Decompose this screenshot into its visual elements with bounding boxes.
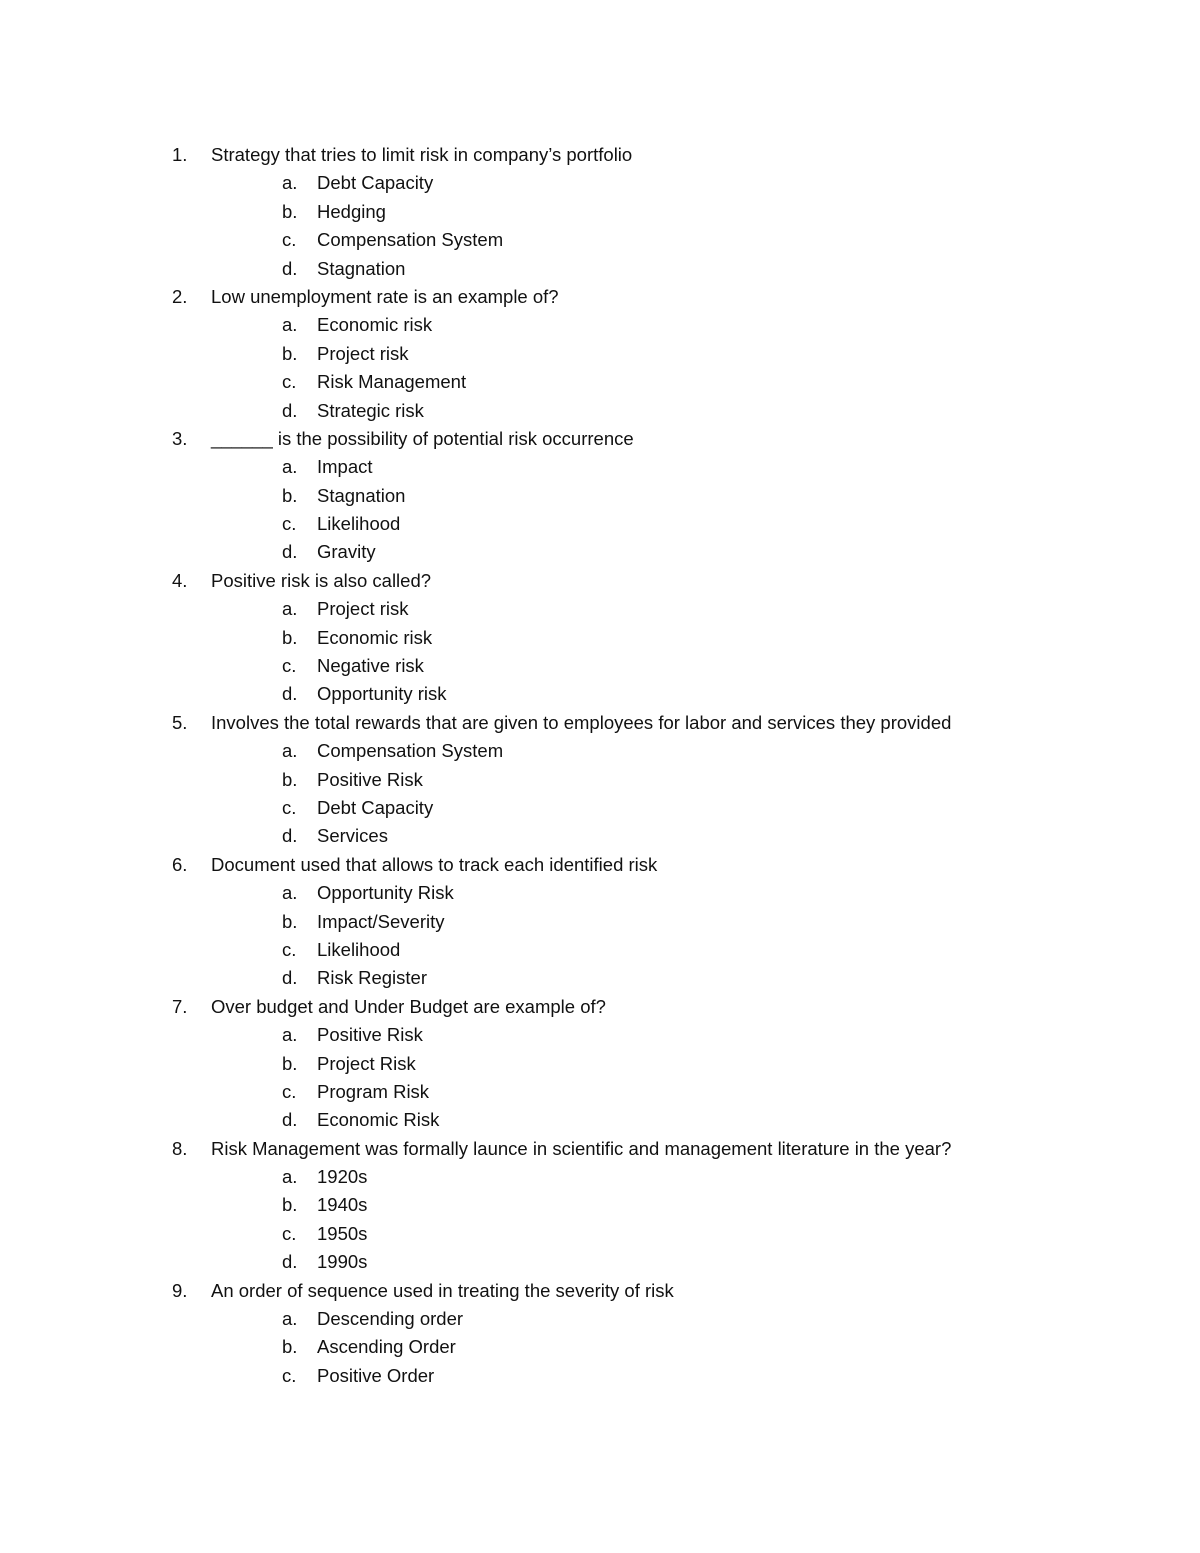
question-text: Strategy that tries to limit risk in company’s portfolio — [211, 144, 633, 165]
question-text: ______ is the possibility of potential risk occurrence — [211, 427, 634, 449]
option-text: Economic risk — [317, 314, 433, 336]
option-text: Project Risk — [317, 1052, 416, 1074]
answer-option — [172, 482, 1152, 510]
option-label: d. — [282, 399, 298, 421]
answer-option — [172, 1333, 1152, 1361]
option-label: d. — [282, 541, 298, 563]
question-number: 6. — [172, 853, 188, 875]
option-label: a. — [282, 740, 298, 762]
question-6 — [172, 851, 1152, 879]
option-text: 1990s — [317, 1251, 368, 1273]
option-label: a. — [282, 882, 298, 904]
option-text: Opportunity risk — [317, 683, 447, 705]
option-label: c. — [282, 1364, 297, 1386]
question-text: An order of sequence used in treating the severity of risk — [211, 1279, 674, 1301]
option-text: Likelihood — [317, 513, 401, 535]
option-text: Strategic risk — [317, 399, 424, 421]
answer-option — [172, 737, 1152, 765]
answer-option — [172, 652, 1152, 680]
option-text: Descending order — [317, 1308, 464, 1330]
option-text: Services — [317, 825, 388, 847]
question-number: 4. — [172, 569, 188, 591]
answer-option — [172, 226, 1152, 254]
question-1 — [172, 141, 1152, 169]
answer-option — [172, 1106, 1152, 1134]
answer-option — [172, 397, 1152, 425]
option-text: Ascending Order — [317, 1336, 456, 1358]
answer-option — [172, 908, 1152, 936]
question-number: 9. — [172, 1279, 188, 1301]
option-label: c. — [282, 1080, 297, 1102]
option-label: b. — [282, 768, 298, 790]
answer-option — [172, 311, 1152, 339]
option-text: Positive Risk — [317, 768, 423, 790]
option-text: Compensation System — [317, 229, 504, 251]
option-text: Opportunity Risk — [317, 882, 454, 904]
answer-option — [172, 1248, 1152, 1276]
question-number: 2. — [172, 285, 188, 307]
answer-option — [172, 169, 1152, 197]
option-text: Negative risk — [317, 655, 424, 677]
option-text: Project risk — [317, 342, 409, 364]
option-label: b. — [282, 1194, 298, 1216]
answer-option — [172, 340, 1152, 368]
option-label: b. — [282, 626, 298, 648]
option-label: b. — [282, 200, 298, 222]
answer-option — [172, 624, 1152, 652]
answer-option — [172, 453, 1152, 481]
option-label: a. — [282, 1308, 298, 1330]
question-5 — [172, 709, 1152, 737]
answer-option — [172, 794, 1152, 822]
question-text: Risk Management was formally launce in scientific and management literature in the year? — [211, 1137, 952, 1159]
option-text: Debt Capacity — [317, 172, 434, 194]
answer-option — [172, 1220, 1152, 1248]
option-label: d. — [282, 967, 298, 989]
option-label: c. — [282, 655, 297, 677]
answer-option — [172, 510, 1152, 538]
option-text: Program Risk — [317, 1080, 430, 1102]
answer-option — [172, 822, 1152, 850]
question-8 — [172, 1135, 1152, 1163]
answer-option — [172, 1305, 1152, 1333]
option-label: a. — [282, 172, 298, 194]
question-text: Low unemployment rate is an example of? — [211, 285, 559, 307]
option-label: d. — [282, 683, 298, 705]
question-number: 1. — [172, 144, 188, 165]
option-text: Impact/Severity — [317, 910, 445, 932]
option-text: 1920s — [317, 1166, 368, 1188]
question-3 — [172, 425, 1152, 453]
option-label: d. — [282, 825, 298, 847]
answer-option — [172, 368, 1152, 396]
option-label: a. — [282, 456, 298, 478]
option-text: Likelihood — [317, 938, 401, 960]
option-label: b. — [282, 484, 298, 506]
answer-option — [172, 1050, 1152, 1078]
option-text: Hedging — [317, 200, 386, 222]
option-label: c. — [282, 229, 297, 251]
option-text: Debt Capacity — [317, 796, 434, 818]
option-label: b. — [282, 1052, 298, 1074]
option-text: Economic Risk — [317, 1109, 440, 1131]
option-text: 1940s — [317, 1194, 368, 1216]
option-label: d. — [282, 1251, 298, 1273]
option-label: a. — [282, 314, 298, 336]
answer-option — [172, 1362, 1152, 1390]
option-text: Stagnation — [317, 484, 406, 506]
option-text: 1950s — [317, 1222, 368, 1244]
question-text: Over budget and Under Budget are example of? — [211, 995, 606, 1017]
option-label: c. — [282, 1222, 297, 1244]
option-label: c. — [282, 796, 297, 818]
answer-option — [172, 198, 1152, 226]
answer-option — [172, 255, 1152, 283]
option-label: b. — [282, 910, 298, 932]
question-text: Document used that allows to track each identified risk — [211, 853, 658, 875]
question-text: Involves the total rewards that are given to employees for labor and services they provided — [211, 711, 952, 733]
question-number: 7. — [172, 995, 188, 1017]
option-label: a. — [282, 598, 298, 620]
option-label: c. — [282, 513, 297, 535]
option-text: Project risk — [317, 598, 409, 620]
option-text: Compensation System — [317, 740, 504, 762]
answer-option — [172, 964, 1152, 992]
question-9 — [172, 1277, 1152, 1305]
question-number: 8. — [172, 1137, 188, 1159]
option-label: b. — [282, 1336, 298, 1358]
option-text: Economic risk — [317, 626, 433, 648]
question-text: Positive risk is also called? — [211, 569, 432, 591]
option-label: a. — [282, 1024, 298, 1046]
option-text: Positive Risk — [317, 1024, 423, 1046]
answer-option — [172, 680, 1152, 708]
question-7 — [172, 993, 1152, 1021]
answer-option — [172, 766, 1152, 794]
option-text: Gravity — [317, 541, 376, 563]
question-number: 3. — [172, 427, 188, 449]
option-label: c. — [282, 371, 297, 393]
option-text: Stagnation — [317, 257, 406, 279]
option-label: a. — [282, 1166, 298, 1188]
option-text: Impact — [317, 456, 373, 478]
question-2 — [172, 283, 1152, 311]
option-label: d. — [282, 1109, 298, 1131]
option-text: Risk Management — [317, 371, 467, 393]
option-text: Positive Order — [317, 1364, 435, 1386]
answer-option — [172, 1078, 1152, 1106]
quiz-list — [172, 141, 1152, 1390]
answer-option — [172, 1191, 1152, 1219]
answer-option — [172, 879, 1152, 907]
question-number: 5. — [172, 711, 188, 733]
option-label: c. — [282, 938, 297, 960]
answer-option — [172, 538, 1152, 566]
answer-option — [172, 595, 1152, 623]
option-text: Risk Register — [317, 967, 427, 989]
option-label: d. — [282, 257, 298, 279]
answer-option — [172, 1021, 1152, 1049]
answer-option — [172, 936, 1152, 964]
question-4 — [172, 567, 1152, 595]
answer-option — [172, 1163, 1152, 1191]
option-label: b. — [282, 342, 298, 364]
